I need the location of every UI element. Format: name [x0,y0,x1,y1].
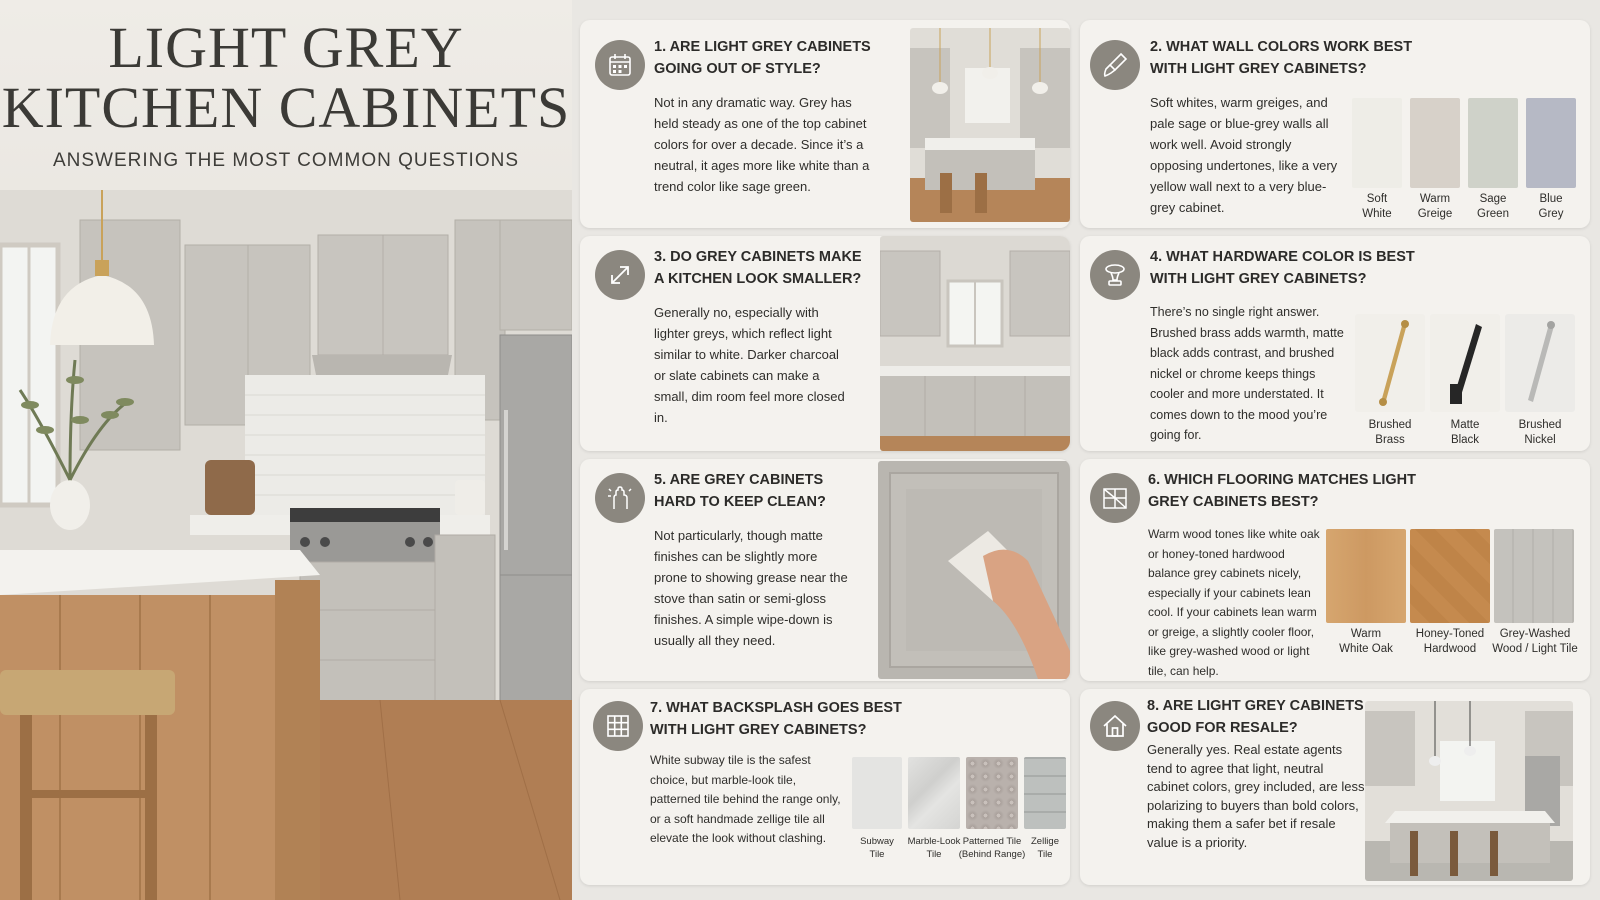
swatch-soft-white [1352,98,1402,188]
expand-arrows-icon [595,250,645,300]
tile-label-subway: Subway Tile [860,836,894,860]
page-title-line-2: KITCHEN CABINETS [1,75,571,140]
faq-3-kitchen-photo [880,236,1070,451]
faq-1-title: 1. ARE LIGHT GREY CABINETS GOING OUT OF STYLE? [654,39,871,77]
floor-warm-white-oak [1326,529,1406,623]
floor-label-warm-white-oak: Warm White Oak [1339,628,1393,655]
faq-card-3 [580,236,1070,451]
floor-label-grey-washed-wood: Grey-Washed Wood / Light Tile [1492,628,1578,655]
floor-plan-icon [1090,473,1140,523]
faq-6-title: 6. WHICH FLOORING MATCHES LIGHT GREY CABINETS BEST? [1148,472,1416,510]
faq-6-body: Warm wood tones like white oak or honey-toned hardwood balance grey cabinets nicely, especially if your cabinets lean cool. If your cabinets lean warm or greige, a slightly cooler floor, like grey-washed wood or light tile, can help. [1148,527,1320,678]
cleaning-hand-icon [595,473,645,523]
faq-4-body: There’s no single right answer. Brushed brass adds warmth, matte black adds contrast, and brushed nickel or chrome keeps things cooler and more understated. It comes down to the mood you’re going for. [1150,305,1344,442]
floor-label-honey-toned-hardwood: Honey-Toned Hardwood [1415,628,1485,655]
faq-card-2 [1080,20,1590,228]
hardware-brushed-brass [1355,314,1425,412]
hardware-label-brushed-nickel: Brushed Nickel [1518,419,1562,446]
tile-zellige [1024,757,1066,829]
faq-1-body: Not in any dramatic way. Grey has held steady as one of the top cabinet colors for over a decade. Since it’s a neutral, it ages more like white than a trend color like sage green. [654,95,870,194]
swatch-label-soft-white: Soft White [1362,193,1392,220]
calendar-icon [595,40,645,90]
tile-label-marble-look: Marble-Look Tile [907,836,961,860]
paintbrush-icon [1090,40,1140,90]
faq-card-4 [1080,236,1590,451]
hardware-label-matte-black: Matte Black [1450,419,1480,446]
hero-panel [0,0,572,900]
hardware-brushed-nickel [1505,314,1575,412]
swatch-label-warm-greige: Warm Greige [1417,193,1453,220]
tile-marble-look [908,757,960,829]
faq-7-body: White subway tile is the safest choice, but marble-look tile, patterned tile behind the range only, or a soft handmade zellige tile all elevate the look without clashing. [650,753,841,845]
faq-8-body: Generally yes. Real estate agents tend to agree that light, neutral cabinet colors, grey included, are less polarizing to buyers than bold colors, making them a safer bet if resale value is a priority. [1147,742,1365,850]
grid-tile-icon [593,701,643,751]
faq-2-body: Soft whites, warm greiges, and pale sage or blue-grey walls all work well. Avoid strongly opposing undertones, like a very yellow wall next to a very blue-grey cabinet. [1150,95,1338,215]
faq-4-title: 4. WHAT HARDWARE COLOR IS BEST WITH LIGHT GREY CABINETS? [1150,249,1415,287]
tile-subway [852,757,902,829]
swatch-warm-greige [1410,98,1460,188]
faq-2-title: 2. WHAT WALL COLORS WORK BEST WITH LIGHT GREY CABINETS? [1150,39,1413,77]
faq-1-kitchen-photo [910,28,1070,222]
faq-7-title: 7. WHAT BACKSPLASH GOES BEST WITH LIGHT GREY CABINETS? [650,700,902,738]
tile-label-patterned: Patterned Tile (Behind Range) [958,836,1026,860]
faq-5-body: Not particularly, though matte finishes can be slightly more prone to showing grease near the stove than satin or semi-gloss finishes. A simple wipe-down is usually all they need. [654,528,848,648]
cabinet-knob-icon [1090,250,1140,300]
swatch-label-blue-grey: Blue Grey [1538,193,1564,220]
swatch-label-sage-green: Sage Green [1477,193,1509,220]
swatch-sage-green [1468,98,1518,188]
floor-honey-toned-hardwood [1410,529,1490,623]
hardware-matte-black [1430,314,1500,412]
swatch-blue-grey [1526,98,1576,188]
faq-card-8 [1080,689,1590,885]
faq-3-title: 3. DO GREY CABINETS MAKE A KITCHEN LOOK SMALLER? [654,249,862,287]
faq-5-title: 5. ARE GREY CABINETS HARD TO KEEP CLEAN? [654,472,826,510]
kitchen-hero-photo [0,190,572,900]
faq-card-6 [1080,459,1590,681]
faq-3-body: Generally no, especially with lighter greys, which reflect light similar to white. Darker charcoal or slate cabinets can make a small, dim room feel more closed in. [654,305,845,425]
tile-label-zellige: Zellige Tile [1031,836,1059,860]
page-title-line-1: LIGHT GREY [108,15,464,80]
floor-grey-washed-wood [1494,529,1574,623]
page-title [0,15,572,140]
faq-8-kitchen-photo [1365,701,1573,881]
faq-card-5 [580,459,1070,681]
faq-card-1 [580,20,1070,228]
faq-8-title: 8. ARE LIGHT GREY CABINETS GOOD FOR RESALE? [1147,698,1364,736]
page-subtitle: ANSWERING THE MOST COMMON QUESTIONS [52,150,520,171]
hardware-label-brushed-brass: Brushed Brass [1368,419,1412,446]
faq-5-cabinet-wipe-photo [878,461,1070,679]
house-icon [1090,701,1140,751]
tile-patterned [966,757,1018,829]
faq-card-7 [580,689,1070,885]
